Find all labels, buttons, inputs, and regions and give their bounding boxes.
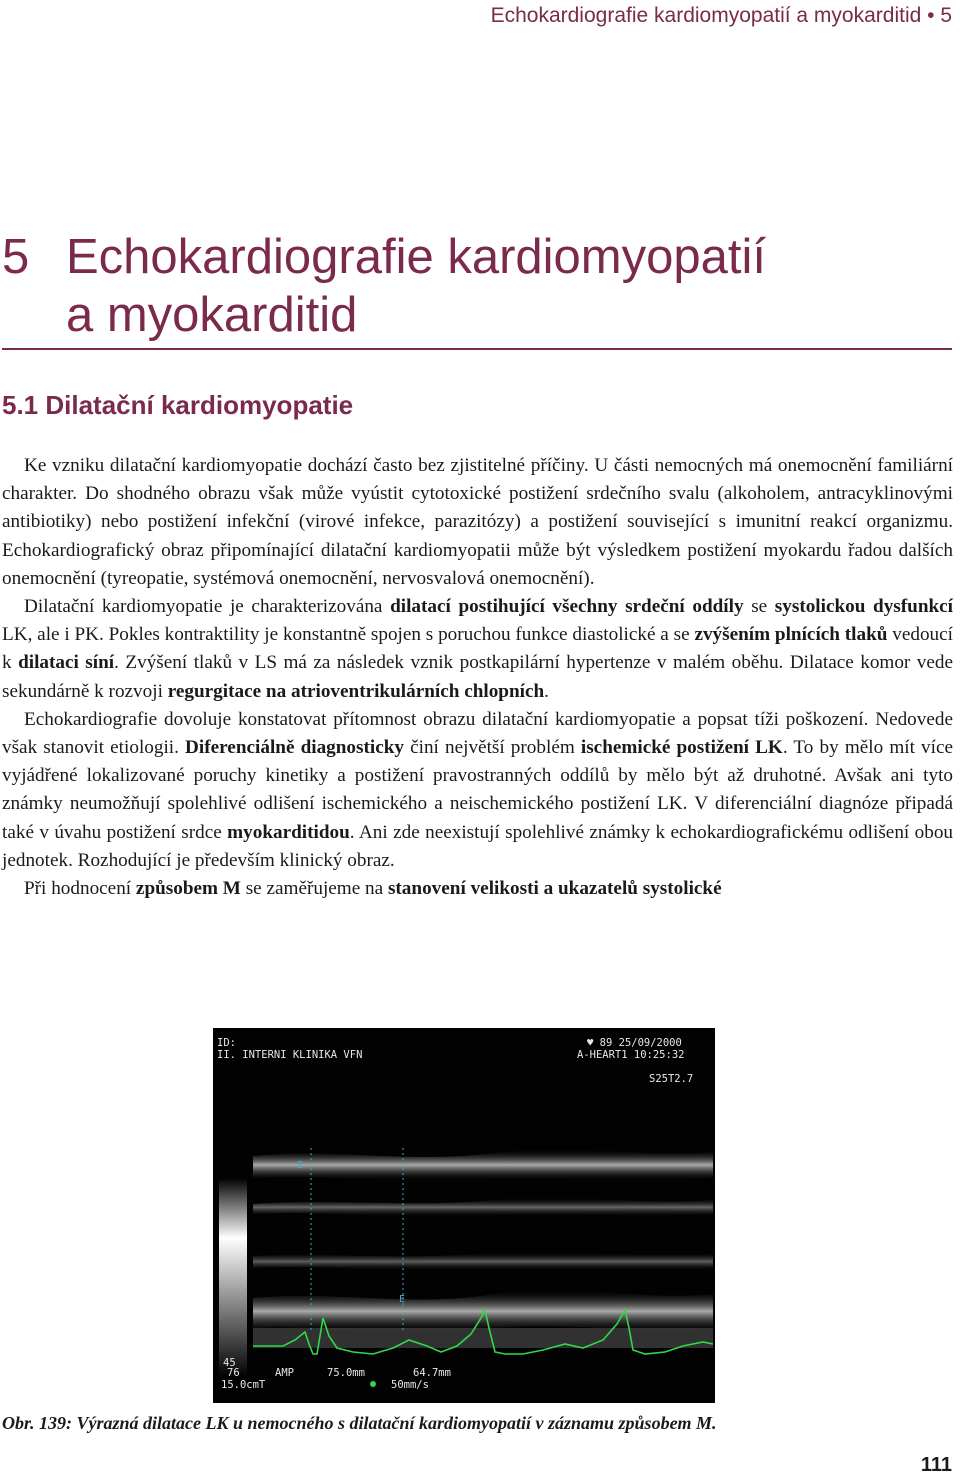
bold-run: myokarditidou [227,821,350,843]
title-divider [2,348,952,350]
chapter-title [2,228,952,344]
bold-run: dilataci síní [18,652,115,674]
overlay-measure-2: 64.7mm [413,1367,451,1379]
grayscale-bar [219,1178,247,1378]
text-run: . To by mělo mít více vyjádřené lokalizované poruchy kinetiky a postižení pravostranných oddílů by mělo být až druhotné. Avšak ani tyto známky neumožňují spolehlivé odlišení ischemického a neischemického postižení LK. V diferenciální diagnóze připadá také v úvahu postižení srdce [2,737,953,843]
paragraph-1: Ke vzniku dilatační kardiomyopatie dochází často bez zjistitelné příčiny. U části nemocných má onemocnění familiární charakter. Do shodného obrazu však může vyústit cytotoxické postižení srdečního svalu (alkoholem, antracyklinovými antibiotiky) nebo postižení infekční (virové infekce, parazitózy) a postižení související s imunitní reakcí organizmu. Echokardiografický obraz připomínající dilatační kardiomyopatii může být výsledkem postižení myokardu řadou dalších onemocnění (tyreopatie, systémová onemocnění, nervosvalová onemocnění). [2,455,953,589]
bold-run: regurgitace na atrioventrikulárních chlopních [167,680,545,702]
text-run: vedoucí k [2,624,953,674]
paragraph-4 [2,875,953,903]
text-run: Při hodnocení [24,878,136,900]
text-run: . [544,680,549,702]
overlay-heart-rate: 76 [227,1367,240,1379]
running-header: Echokardiografie kardiomyopatií a myokarditid • 5 [490,4,952,27]
page-number: 111 [920,1454,952,1476]
bold-run: ischemické postižení LK [580,737,783,759]
overlay-date: ♥ 89 25/09/2000 [587,1037,682,1049]
ecg-marker-dot [370,1381,376,1387]
overlay-amp: AMP [275,1367,294,1379]
chapter-title-line1: Echokardiografie kardiomyopatií [66,230,766,284]
bold-run: dilatací postihující všechny srdeční oddíly [390,596,744,618]
overlay-depth: 15.0cmT [221,1379,266,1391]
overlay-probe: A-HEART1 10:25:32 [577,1049,685,1061]
paragraph-2 [2,593,953,706]
overlay-id-label: ID: [217,1037,236,1049]
bold-run: stanovení velikosti a ukazatelů systolické [387,878,722,900]
paragraph-3 [2,706,953,875]
chapter-title-line2: a myokarditid [66,288,358,342]
text-run: LK, ale i PK. Pokles kontraktility je konstantně spojen s poruchou funkce diastolické a se [2,624,695,646]
section-title: 5.1 Dilatační kardiomyopatie [2,390,354,420]
overlay-measure-1: 75.0mm [327,1367,365,1379]
overlay-setting: S25T2.7 [649,1073,694,1085]
overlay-gain: 45 [223,1357,236,1369]
echocardiogram-figure [213,1028,715,1403]
overlay-sweep-speed: 50mm/s [391,1379,429,1391]
bold-run: způsobem M [135,878,241,900]
text-run: Echokardiografie dovoluje konstatovat přítomnost obrazu dilatační kardiomyopatie a popsat tíži poškození. Nedovede však stanovit etiologii. [2,708,953,759]
bold-run: Diferenciálně diagnosticky [185,737,404,759]
text-run: Dilatační kardiomyopatie je charakterizována [24,596,391,618]
text-run: se [743,596,775,618]
text-run: se zaměřujeme na [240,878,388,900]
chapter-number: 5 [2,230,30,284]
caliper-marker-top: E [297,1160,304,1171]
text-run: . Ani zde neexistují spolehlivé známky k echokardiografickému odlišení obou jednotek. Rozhodující je především klinický obraz. [2,821,954,871]
overlay-institution: II. INTERNI KLINIKA VFN [217,1049,363,1061]
text-run: . Zvýšení tlaků v LS má za následek vznik postkapilární hypertenze v malém oběhu. Dilatace komor vede sekundárně k rozvoji [2,652,954,702]
caliper-marker-bottom: E [399,1294,406,1305]
body-text [2,452,953,903]
m-mode-image [213,1028,715,1403]
figure-caption: Obr. 139: Výrazná dilatace LK u nemocného s dilatační kardiomyopatií v záznamu způsobem M. [2,1413,717,1433]
text-run: činí největší problém [404,737,581,759]
bold-run: zvýšením plnících tlaků [694,624,888,646]
bold-run: systolickou dysfunkcí [774,596,954,618]
